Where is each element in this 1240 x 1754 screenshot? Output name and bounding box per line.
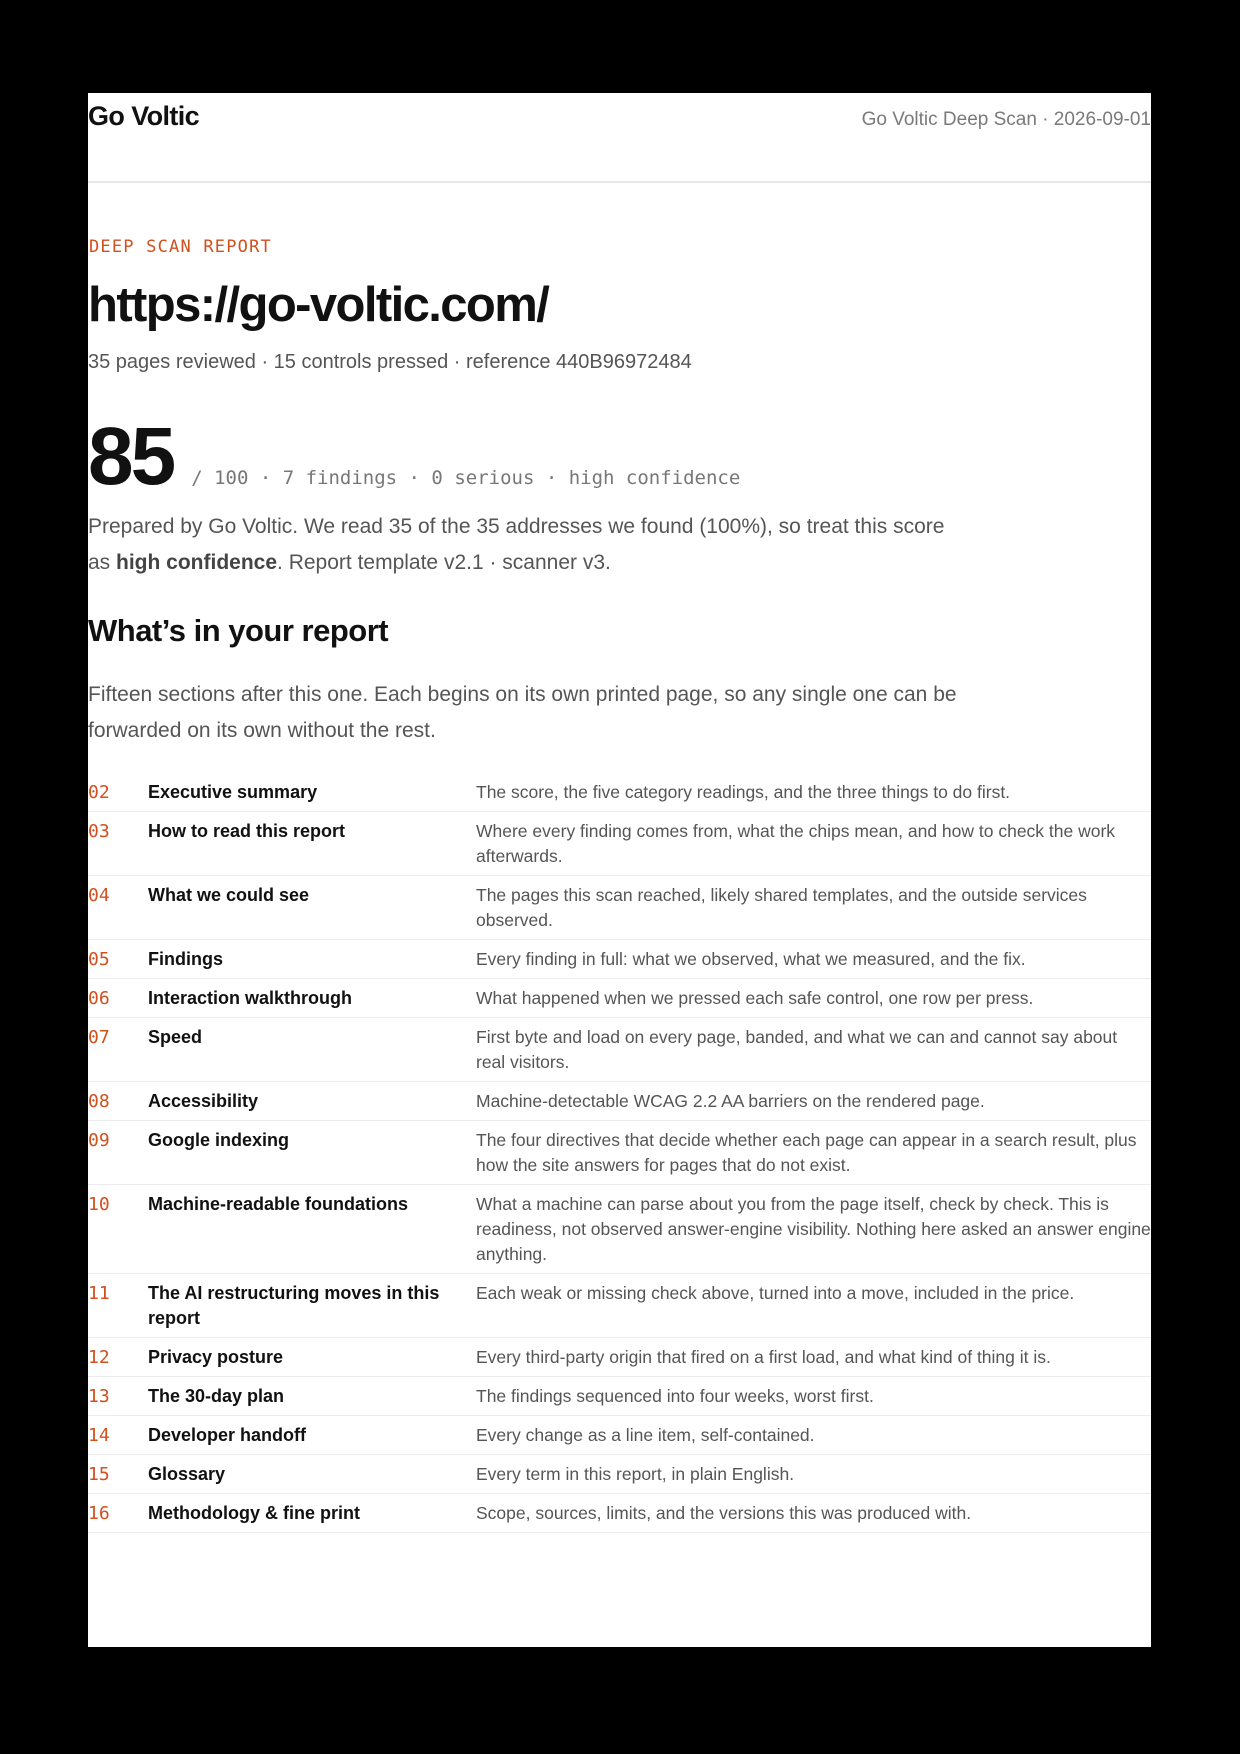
- section-description: The four directives that decide whether each page can appear in a search result, plus how the site answers for pages that do not exist.: [476, 1121, 1151, 1185]
- section-number: 08: [88, 1082, 148, 1121]
- confidence-label: high confidence: [116, 551, 278, 574]
- section-title: Speed: [148, 1018, 476, 1082]
- section-title: What we could see: [148, 876, 476, 940]
- section-description: Where every finding comes from, what the chips mean, and how to check the work afterwards.: [476, 812, 1151, 876]
- table-row: [88, 773, 1151, 812]
- section-description: The pages this scan reached, likely shared templates, and the outside services observed.: [476, 876, 1151, 940]
- section-title: Interaction walkthrough: [148, 979, 476, 1018]
- section-title: Findings: [148, 940, 476, 979]
- table-row: [88, 1185, 1151, 1274]
- section-description: Every finding in full: what we observed, what we measured, and the fix.: [476, 940, 1151, 979]
- section-description: First byte and load on every page, banded, and what we can and cannot say about real visitors.: [476, 1018, 1151, 1082]
- contents-heading: What’s in your report: [88, 613, 389, 648]
- table-row: [88, 1082, 1151, 1121]
- section-number: 14: [88, 1416, 148, 1455]
- section-title: Privacy posture: [148, 1338, 476, 1377]
- section-number: 07: [88, 1018, 148, 1082]
- table-row: [88, 1377, 1151, 1416]
- page-header: [88, 93, 1151, 183]
- section-description: Each weak or missing check above, turned into a move, included in the price.: [476, 1274, 1151, 1338]
- section-number: 15: [88, 1455, 148, 1494]
- section-title: Google indexing: [148, 1121, 476, 1185]
- section-number: 11: [88, 1274, 148, 1338]
- contents-table: [88, 773, 1151, 1533]
- prepared-note: [88, 509, 968, 581]
- section-description: Every change as a line item, self-contained.: [476, 1416, 1151, 1455]
- section-number: 16: [88, 1494, 148, 1533]
- section-description: What happened when we pressed each safe control, one row per press.: [476, 979, 1151, 1018]
- section-title: How to read this report: [148, 812, 476, 876]
- score-meta: / 100 · 7 findings · 0 serious · high confidence: [191, 467, 741, 489]
- section-number: 03: [88, 812, 148, 876]
- section-description: Scope, sources, limits, and the versions this was produced with.: [476, 1494, 1151, 1533]
- section-number: 04: [88, 876, 148, 940]
- section-title: Executive summary: [148, 773, 476, 812]
- table-row: [88, 1018, 1151, 1082]
- contents-intro: Fifteen sections after this one. Each begins on its own printed page, so any single one can be forwarded on its own without the rest.: [88, 683, 957, 742]
- section-description: What a machine can parse about you from the page itself, check by check. This is readiness, not observed answer-engine visibility. Nothing here asked an answer engine anything.: [476, 1185, 1151, 1274]
- section-title: The 30-day plan: [148, 1377, 476, 1416]
- section-description: Machine-detectable WCAG 2.2 AA barriers on the rendered page.: [476, 1082, 1151, 1121]
- section-description: The score, the five category readings, and the three things to do first.: [476, 773, 1151, 812]
- prepared-text-start: Prepared by Go Voltic. We read 35 of the 35 addresses we found (100%), so treat this score as: [88, 515, 945, 574]
- section-number: 06: [88, 979, 148, 1018]
- table-row: [88, 1455, 1151, 1494]
- section-number: 12: [88, 1338, 148, 1377]
- scan-summary-line: 35 pages reviewed · 15 controls pressed · reference 440B96972484: [88, 351, 692, 373]
- section-title: Methodology & fine print: [148, 1494, 476, 1533]
- section-number: 02: [88, 773, 148, 812]
- prepared-text-end: . Report template v2.1 · scanner v3.: [277, 551, 611, 574]
- table-row: [88, 876, 1151, 940]
- score-value: 85: [88, 411, 174, 502]
- section-title: Machine-readable foundations: [148, 1185, 476, 1274]
- table-row: [88, 1338, 1151, 1377]
- table-row: [88, 1274, 1151, 1338]
- table-row: [88, 812, 1151, 876]
- section-title: Glossary: [148, 1455, 476, 1494]
- report-page: [88, 93, 1151, 1647]
- table-row: [88, 1121, 1151, 1185]
- header-meta: Go Voltic Deep Scan · 2026-09-01: [861, 109, 1151, 130]
- section-title: The AI restructuring moves in this report: [148, 1274, 476, 1338]
- table-row: [88, 979, 1151, 1018]
- section-number: 13: [88, 1377, 148, 1416]
- section-title: Accessibility: [148, 1082, 476, 1121]
- section-number: 10: [88, 1185, 148, 1274]
- table-row: [88, 1494, 1151, 1533]
- section-description: Every third-party origin that fired on a first load, and what kind of thing it is.: [476, 1338, 1151, 1377]
- section-number: 05: [88, 940, 148, 979]
- section-description: The findings sequenced into four weeks, worst first.: [476, 1377, 1151, 1416]
- table-row: [88, 1416, 1151, 1455]
- section-title: Developer handoff: [148, 1416, 476, 1455]
- brand-name: Go Voltic: [88, 101, 200, 131]
- score-row: [88, 410, 740, 500]
- report-eyebrow: DEEP SCAN REPORT: [89, 237, 272, 257]
- section-number: 09: [88, 1121, 148, 1185]
- scanned-url: https://go-voltic.com/: [88, 278, 549, 332]
- section-description: Every term in this report, in plain English.: [476, 1455, 1151, 1494]
- table-row: [88, 940, 1151, 979]
